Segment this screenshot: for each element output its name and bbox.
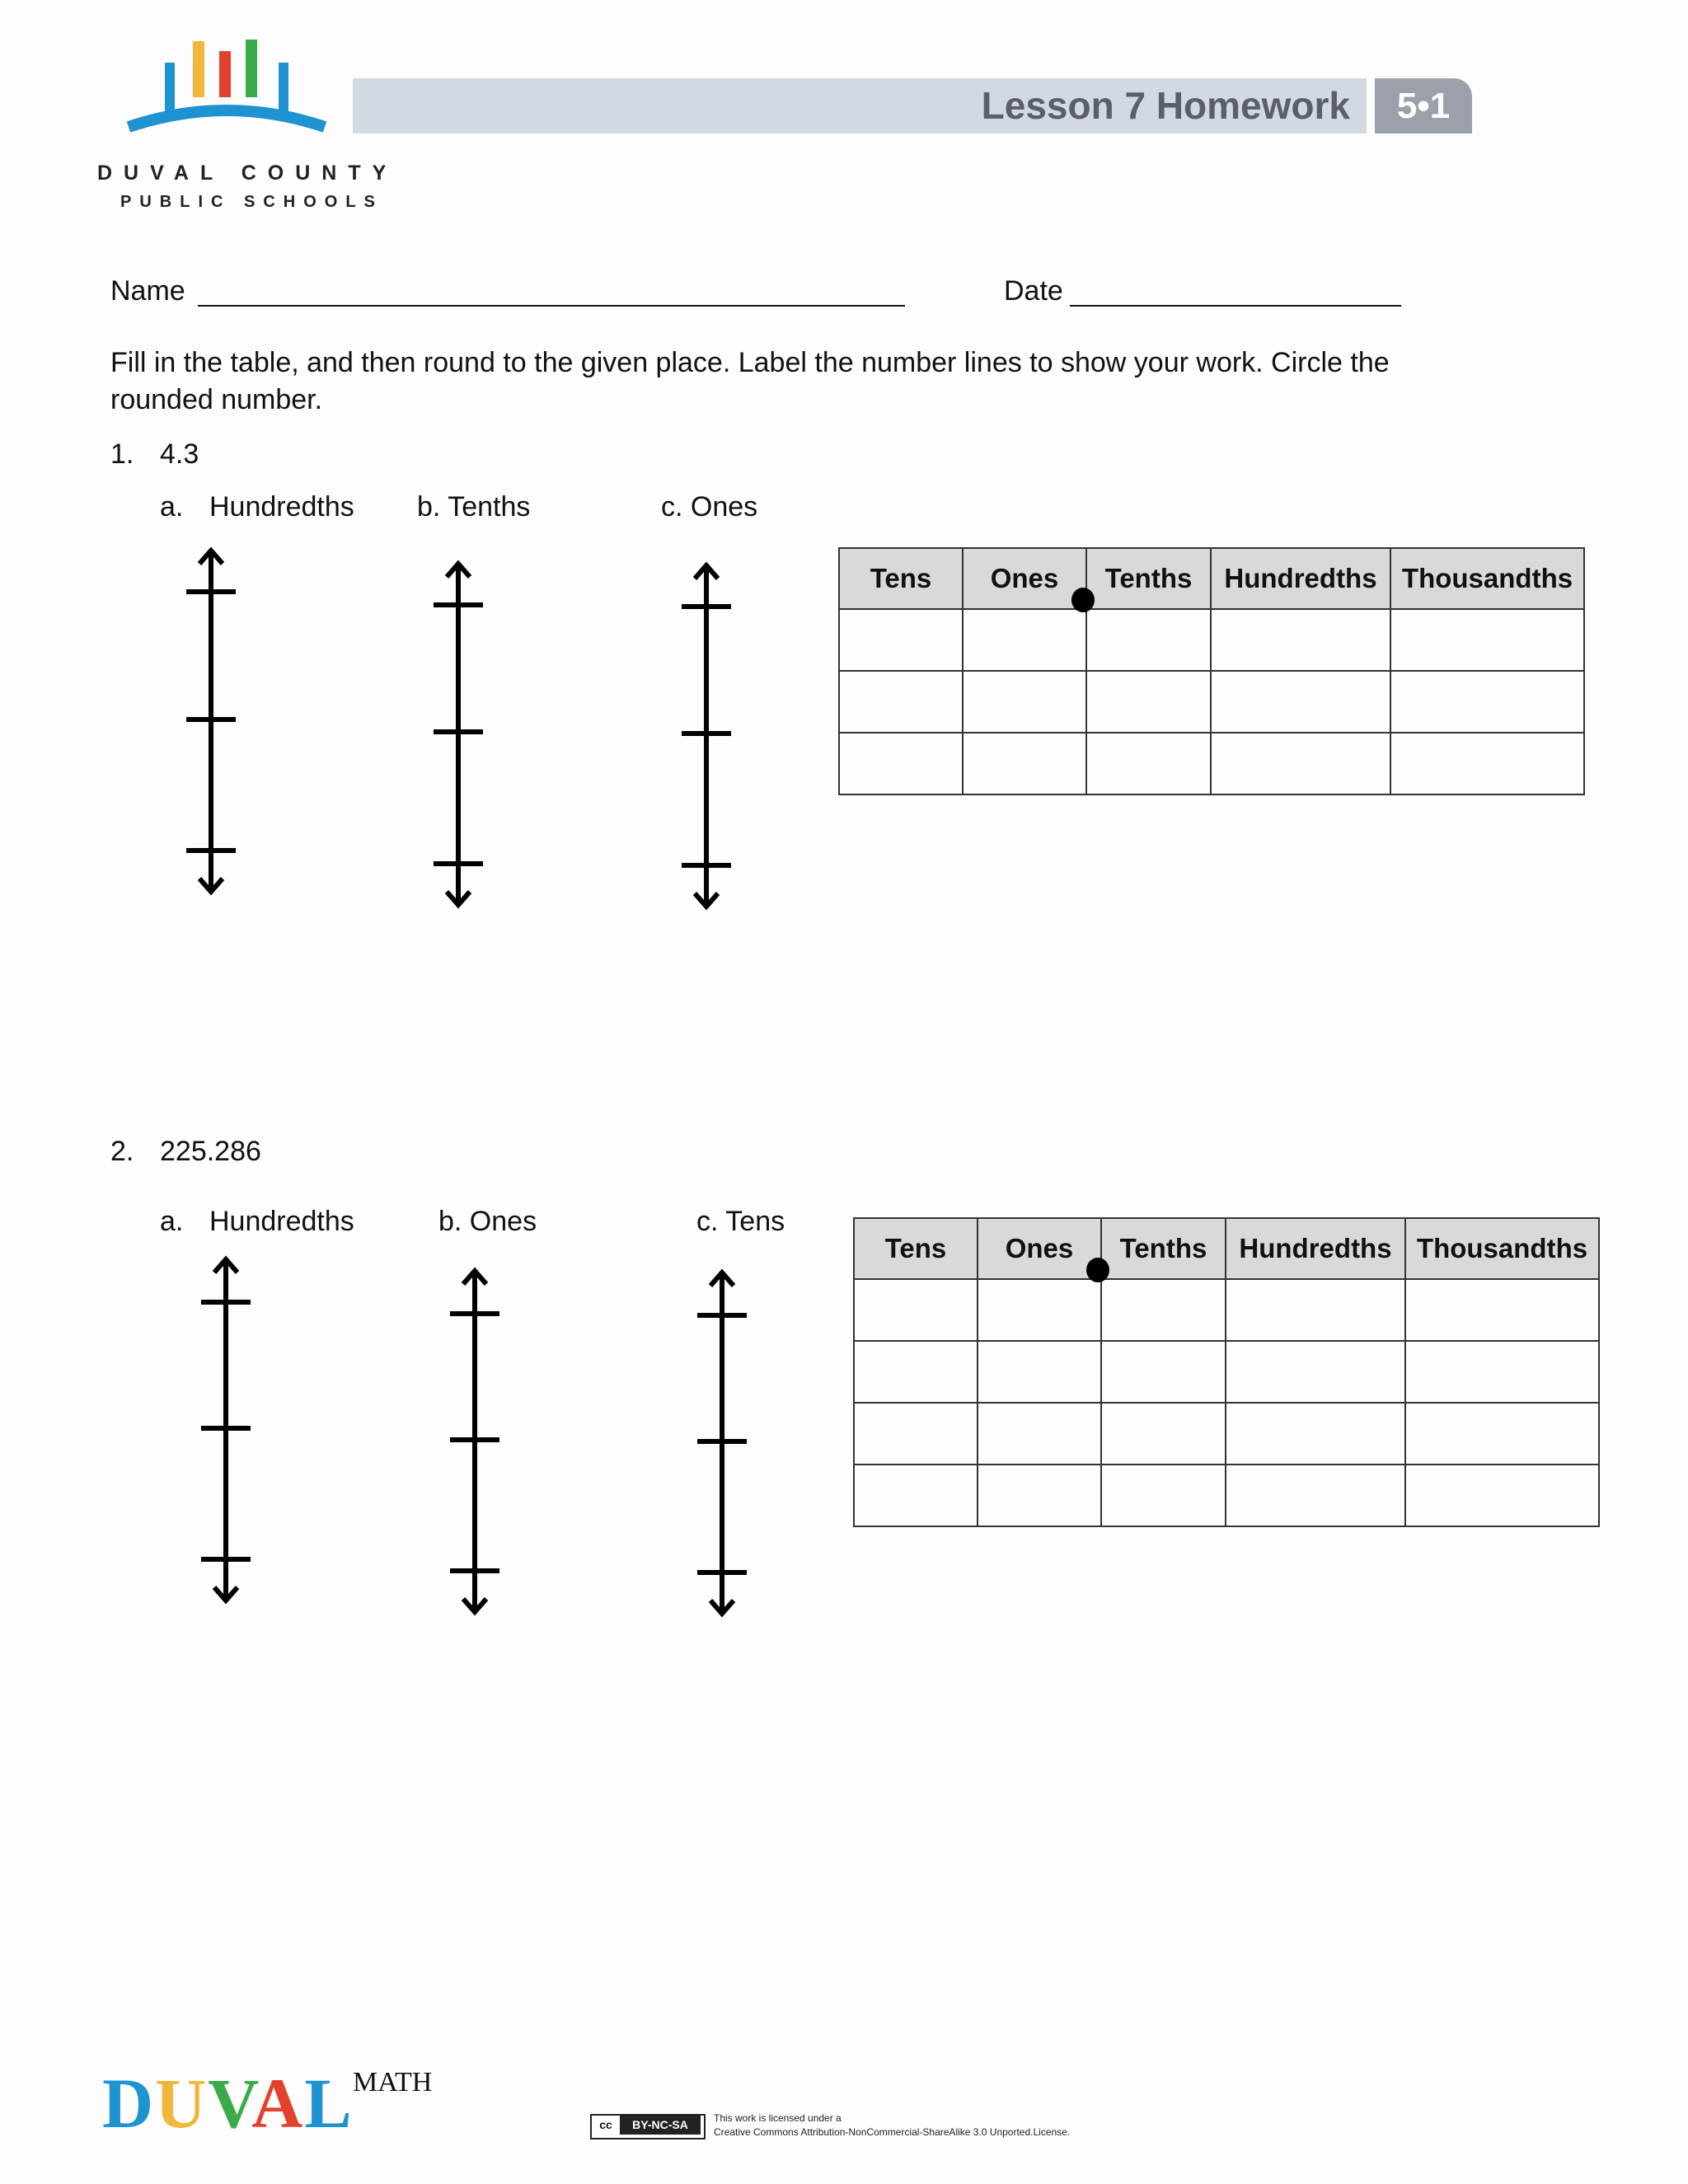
- instructions: Fill in the table, and then round to the given place. Label the number lines to show your work. Circle the rounded number.: [110, 347, 1390, 415]
- lesson-title: Lesson 7 Homework: [981, 84, 1350, 127]
- number-line-2a[interactable]: [201, 1253, 251, 1607]
- table-header: Tens: [839, 548, 963, 609]
- table-header: Thousandths: [1405, 1218, 1599, 1279]
- problem-2-value: 225.286: [160, 1136, 261, 1167]
- table-header: Thousandths: [1390, 548, 1584, 609]
- district-logo: [124, 36, 330, 152]
- place-value-table-2: [853, 1217, 1600, 1527]
- table-cell[interactable]: [963, 733, 1086, 794]
- problem-1-value: 4.3: [160, 438, 199, 470]
- duval-letter: D: [102, 2064, 156, 2143]
- decimal-point-1: [1071, 588, 1095, 612]
- table-cell[interactable]: [1086, 671, 1211, 733]
- table-cell[interactable]: [1390, 671, 1584, 733]
- table-cell[interactable]: [1101, 1465, 1226, 1526]
- problem-1-number: 1.: [110, 438, 134, 470]
- logo-subtitle: PUBLIC SCHOOLS: [120, 193, 383, 211]
- number-line-1a[interactable]: [186, 544, 236, 898]
- number-line-2c[interactable]: [697, 1266, 747, 1620]
- table-cell[interactable]: [1101, 1279, 1226, 1341]
- table-cell[interactable]: [839, 671, 963, 733]
- module-tab: 5•1: [1375, 78, 1472, 134]
- name-label: Name: [110, 275, 185, 307]
- problem-2-number: 2.: [110, 1136, 134, 1167]
- table-header: Tenths: [1086, 548, 1211, 609]
- problem-2a-label: Hundredths: [209, 1206, 354, 1237]
- table-cell[interactable]: [1390, 609, 1584, 671]
- table-cell[interactable]: [1086, 733, 1211, 794]
- license-text: [714, 2111, 1070, 2139]
- table-cell[interactable]: [839, 733, 963, 794]
- table-header: Tenths: [1101, 1218, 1226, 1279]
- number-line-1b[interactable]: [434, 557, 483, 912]
- problem-1a-letter: a.: [160, 491, 184, 523]
- license-link[interactable]: Creative Commons Attribution-NonCommercial-ShareAlike 3.0 Unported.License.: [714, 2126, 1071, 2138]
- table-cell[interactable]: [1226, 1403, 1405, 1465]
- table-header: Hundredths: [1226, 1218, 1405, 1279]
- problem-2a-letter: a.: [160, 1206, 184, 1237]
- duval-letter: U: [155, 2064, 209, 2143]
- table-cell[interactable]: [963, 609, 1086, 671]
- duval-letter: L: [304, 2064, 354, 2143]
- table-cell[interactable]: [978, 1465, 1101, 1526]
- table-cell[interactable]: [1226, 1341, 1405, 1403]
- decimal-point-2: [1086, 1258, 1109, 1282]
- table-header: Ones: [963, 548, 1086, 609]
- table-header: Hundredths: [1211, 548, 1390, 609]
- problem-2b-label: b. Ones: [438, 1206, 537, 1237]
- table-cell[interactable]: [1211, 609, 1390, 671]
- table-cell[interactable]: [1211, 671, 1390, 733]
- table-header: Ones: [978, 1218, 1101, 1279]
- table-cell[interactable]: [854, 1403, 978, 1465]
- table-cell[interactable]: [1390, 733, 1584, 794]
- logo-name: DUVAL COUNTY: [97, 162, 398, 185]
- table-cell[interactable]: [1405, 1279, 1599, 1341]
- name-field[interactable]: [198, 305, 905, 307]
- table-cell[interactable]: [978, 1341, 1101, 1403]
- table-cell[interactable]: [1405, 1341, 1599, 1403]
- logo-bar-red: [219, 51, 231, 97]
- problem-2c-label: c. Tens: [696, 1206, 785, 1237]
- table-cell[interactable]: [978, 1403, 1101, 1465]
- date-field[interactable]: [1070, 305, 1401, 307]
- problem-1c-label: c. Ones: [661, 491, 758, 523]
- table-cell[interactable]: [839, 609, 963, 671]
- table-cell[interactable]: [1405, 1403, 1599, 1465]
- cc-icon: cc: [599, 2118, 612, 2131]
- problem-1a-label: Hundredths: [209, 491, 354, 523]
- date-label: Date: [1004, 275, 1063, 307]
- license-line: This work is licensed under a: [714, 2112, 842, 2124]
- table-cell[interactable]: [978, 1279, 1101, 1341]
- table-cell[interactable]: [1101, 1403, 1226, 1465]
- table-cell[interactable]: [854, 1279, 978, 1341]
- place-value-table-1: [838, 547, 1585, 795]
- table-cell[interactable]: [1226, 1279, 1405, 1341]
- logo-bridge-arch: [129, 110, 325, 127]
- duval-letter: A: [251, 2064, 305, 2143]
- table-cell[interactable]: [1101, 1341, 1226, 1403]
- logo-bar-green: [246, 40, 257, 97]
- table-cell[interactable]: [963, 671, 1086, 733]
- table-cell[interactable]: [854, 1341, 978, 1403]
- number-line-2b[interactable]: [450, 1264, 499, 1619]
- duval-letter: V: [208, 2064, 252, 2143]
- math-label: MATH: [353, 2067, 433, 2097]
- logo-bar-yellow: [193, 41, 204, 97]
- duval-math-logo: [102, 2062, 354, 2144]
- table-cell[interactable]: [1086, 609, 1211, 671]
- cc-license-badge[interactable]: [590, 2114, 706, 2139]
- table-cell[interactable]: [854, 1465, 978, 1526]
- table-cell[interactable]: [1226, 1465, 1405, 1526]
- number-line-1c[interactable]: [682, 559, 731, 913]
- cc-license-type: BY-NC-SA: [620, 2116, 701, 2135]
- table-header: Tens: [854, 1218, 978, 1279]
- problem-1b-label: b. Tenths: [417, 491, 531, 523]
- table-cell[interactable]: [1211, 733, 1390, 794]
- table-cell[interactable]: [1405, 1465, 1599, 1526]
